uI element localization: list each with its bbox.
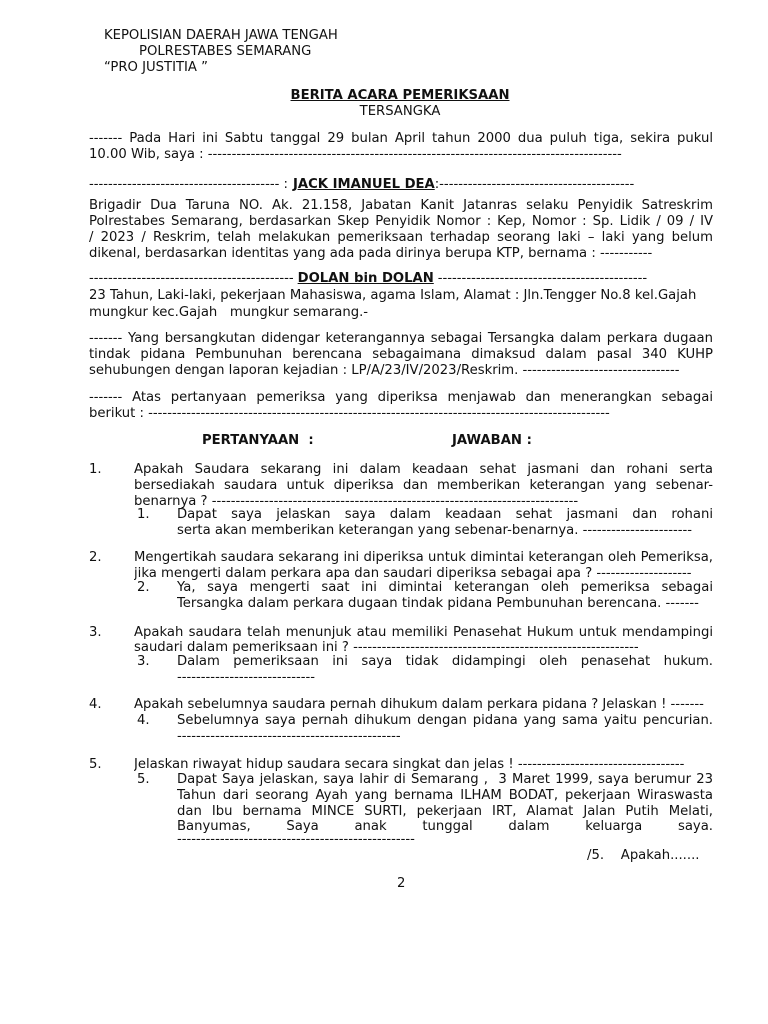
answer-4-line-1: Sebelumnya saya pernah dihukum dengan pidana yang sama yaitu pencurian.: [177, 713, 713, 728]
answer-4-line-2: -----------------------------------------------: [177, 729, 401, 744]
statement-line-2: tindak pidana Pembunuhan berencana sebagaimana dimaksud dalam pasal 340 KUHP: [89, 347, 713, 362]
answer-5-line-4: Banyumas, Saya anak tunggal dalam keluarga saya.: [177, 819, 713, 834]
question-1-line-1: Apakah Saudara sekarang ini dalam keadaan sehat jasmani dan rohani serta: [134, 462, 713, 477]
answer-2-line-1: Ya, saya mengerti saat ini dimintai keterangan oleh pemeriksa sebagai: [177, 580, 713, 595]
suspect-name: DOLAN bin DOLAN: [297, 271, 434, 286]
dash-right: --------------------------------------------: [437, 271, 648, 286]
column-heading-answers: JAWABAN :: [452, 433, 532, 448]
question-number: 3.: [89, 625, 102, 640]
intro-line-1: ------- Atas pertanyaan pemeriksa yang diperiksa menjawab dan menerangkan sebagai: [89, 390, 713, 405]
question-2-line-1: Mengertikah saudara sekarang ini diperiksa untuk dimintai keterangan oleh Pemeriksa,: [134, 550, 713, 565]
question-1-line-2: bersediakah saudara untuk diperiksa dan memberikan keterangan yang sebenar-: [134, 478, 713, 493]
page-subtitle: TERSANGKA: [359, 104, 441, 119]
answer-1-line-1: Dapat saya jelaskan saya dalam keadaan sehat jasmani dan rohani: [177, 507, 713, 522]
answer-5-line-5: --------------------------------------------------: [177, 832, 415, 847]
question-number: 2.: [89, 550, 102, 565]
question-number: 4.: [89, 697, 102, 712]
dash-left: -------------------------------------------: [89, 271, 294, 286]
question-number: 1.: [89, 462, 102, 477]
question-3-line-1: Apakah saudara telah menunjuk atau memiliki Penasehat Hukum untuk mendampingi: [134, 625, 713, 640]
answer-number: 5.: [137, 772, 150, 787]
answer-5-line-1: Dapat Saya jelaskan, saya lahir di Semarang , 3 Maret 1999, saya berumur 23: [177, 772, 713, 787]
page-title: BERITA ACARA PEMERIKSAAN: [290, 88, 510, 103]
question-1-line-3: benarnya ? -----------------------------------------------------------------------------: [134, 494, 579, 509]
question-5-line-1: Jelaskan riwayat hidup saudara secara singkat dan jelas ! -----------------------------------: [134, 757, 685, 772]
answer-number: 1.: [137, 507, 150, 522]
column-heading-questions: PERTANYAAN :: [202, 433, 314, 448]
answer-5-line-3: dan Ibu bernama MINCE SURTI, pekerjaan IRT, Alamat Jalan Putih Melati,: [177, 804, 713, 819]
examiner-line: [89, 177, 634, 194]
examiner-name: JACK IMANUEL DEA: [292, 177, 435, 192]
answer-number: 3.: [137, 654, 150, 669]
page-number: 2: [397, 876, 406, 891]
opening-line-1: ------- Pada Hari ini Sabtu tanggal 29 bulan April tahun 2000 dua puluh tiga, sekira pukul: [89, 131, 713, 146]
suspect-line: [89, 271, 647, 288]
answer-number: 4.: [137, 713, 150, 728]
suspect-desc-line-1: 23 Tahun, Laki-laki, pekerjaan Mahasiswa, agama Islam, Alamat : Jln.Tengger No.8 kel.Gajah: [89, 288, 697, 303]
header-institution: KEPOLISIAN DAERAH JAWA TENGAH: [104, 28, 338, 43]
examiner-desc-line-2: Polrestabes Semarang, berdasarkan Skep Penyidik Nomor : Kep, Nomor : Sp. Lidik / 09 / IV: [89, 214, 713, 229]
statement-line-3: sehubungen dengan laporan kejadian : LP/A/23/IV/2023/Reskrim. ---------------------------------: [89, 363, 680, 378]
answer-3-line-2: -----------------------------: [177, 670, 315, 685]
answer-3-line-1: Dalam pemeriksaan ini saya tidak didampingi oleh penasehat hukum.: [177, 654, 713, 669]
suspect-desc-line-2: mungkur kec.Gajah mungkur semarang.-: [89, 305, 369, 320]
continuation-note: /5. Apakah.......: [587, 848, 700, 863]
examiner-desc-line-1: Brigadir Dua Taruna NO. Ak. 21.158, Jabatan Kanit Jatanras selaku Penyidik Satreskrim: [89, 198, 713, 213]
question-2-line-2: jika mengerti dalam perkara apa dan saudari diperiksa sebagai apa ? --------------------: [134, 566, 692, 581]
examiner-desc-line-3: / 2023 / Reskrim, telah melakukan pemeriksaan terhadap seorang laki – laki yang belum: [89, 230, 713, 245]
header-pro-justitia: “PRO JUSTITIA ”: [104, 60, 208, 75]
header-unit: POLRESTABES SEMARANG: [139, 44, 312, 59]
answer-5-line-2: Tahun dari seorang Ayah yang bernama ILHAM BODAT, pekerjaan Wiraswasta: [177, 788, 713, 803]
answer-2-line-2: Tersangka dalam perkara dugaan tindak pidana Pembunuhan berencana. -------: [177, 596, 699, 611]
statement-line-1: ------- Yang bersangkutan didengar keterangannya sebagai Tersangka dalam perkara dugaan: [89, 331, 713, 346]
answer-1-line-2: serta akan memberikan keterangan yang sebenar-benarnya. -----------------------: [177, 523, 693, 538]
dash-right: :-----------------------------------------: [434, 177, 635, 192]
question-number: 5.: [89, 757, 102, 772]
answer-number: 2.: [137, 580, 150, 595]
dash-left: ---------------------------------------- :: [89, 177, 288, 192]
opening-line-2: 10.00 Wib, saya : ---------------------------------------------------------------------------------------: [89, 147, 622, 162]
question-3-line-2: saudari dalam pemeriksaan ini ? ------------------------------------------------------------: [134, 640, 639, 655]
question-4-line-1: Apakah sebelumnya saudara pernah dihukum dalam perkara pidana ? Jelaskan ! -------: [134, 697, 704, 712]
examiner-desc-line-4: dikenal, berdasarkan identitas yang ada pada dirinya berupa KTP, bernama : -----------: [89, 246, 653, 261]
intro-line-2: berikut : -------------------------------------------------------------------------------------------------: [89, 406, 610, 421]
